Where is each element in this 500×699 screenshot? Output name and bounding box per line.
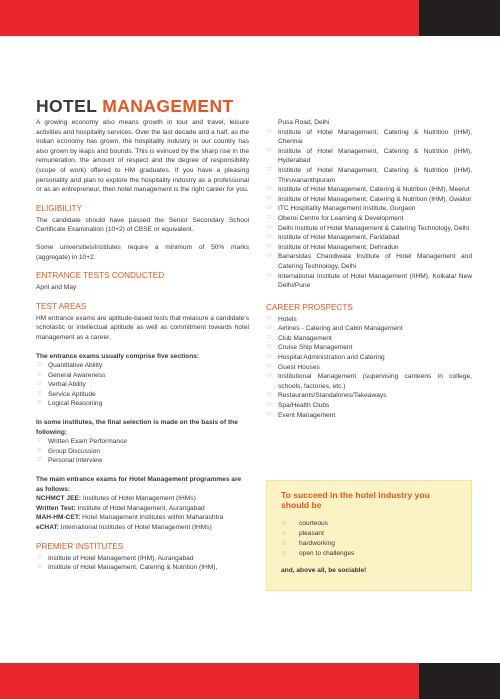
list-item: ☞ Personal Interview [36,456,249,466]
exam-desc: Institutes of Hotel Management (IHMs) [81,495,196,503]
success-list [281,519,457,559]
list-item: ☞ courteous [281,519,457,529]
list-item: ☞ Institute of Hotel Management, Catering & Nutrition (IHM), [36,563,249,573]
exam-line [36,504,249,514]
list-item: ☞ Logical Reasoning [36,399,249,409]
list-item: ☞ Cruise Ship Management [266,343,472,353]
exam-line [36,523,249,533]
exam-line [36,494,249,504]
entrance-text: April and May [36,284,77,292]
exam-name: MAH-HM-CET: [36,514,81,522]
list-item: ☞ Institute of Hotel Management, Catering & Nutrition (IHM), Gwalior [266,195,472,205]
exam-name: NCHMCT JEE: [36,495,82,503]
right-column [266,118,472,420]
title-accent: MANAGEMENT [102,96,234,116]
list-item: ☞ Oberoi Centre for Learning & Development [266,214,472,224]
list-item: ☞ Guest Houses [266,363,472,373]
exam-desc: Hotel Management institutes within Maharashtra [80,514,224,522]
career-heading: CAREER PROSPECTS [266,302,353,312]
final-selection-list [36,437,249,466]
list-item: ☞ Service Aptitude [36,390,249,400]
eligibility-text-1: The candidate should have passed the Senior Secondary School Certificate Examination (10+2) of CBSE or equivalent. [36,216,249,234]
list-item: ☞ Institute of Hotel Management, Catering & Nutrition (IHM), Thiruvananthpuram [266,166,472,185]
list-item: ☞ pleasant [281,529,457,539]
list-item: ☞ Group Discussion [36,447,249,457]
exam-line [36,513,249,523]
list-item: ☞ Institute of Hotel Management (IHM), Aurangabad [36,554,249,564]
list-item: ☞ Hospital Administration and Catering [266,353,472,363]
list-item: ☞ ITC Hospitality Management Institute, Gurgaon [266,204,472,214]
exams-lead: The main entrance exams for Hotel Management programmes are as follows: [36,476,242,493]
sections-lead: The entrance exams usually comprise five sections: [36,352,200,360]
exam-desc: Institute of Hotel Management, Aurangabad [75,504,205,512]
list-item: ☞ Restaurants/Standalones/Takeaways [266,391,472,401]
premier-list-right [266,128,472,291]
top-dark-band [419,0,500,36]
page-title [36,96,234,117]
test-areas-text: HM entrance exams are aptitude-based tests that measure a candidate's scholastic or intellectual aptitude as well as commitment towards hotel management as a career. [36,314,249,341]
list-item: ☞ Banarsidas Chandiwala Institute of Hotel Management and Catering Technology, Delhi [266,252,472,271]
test-areas-heading: TEST AREAS [36,301,87,311]
list-item: ☞ Hotels [266,315,472,325]
list-item: ☞ Club Management [266,334,472,344]
eligibility-heading: ELIGIBILITY [36,203,82,213]
list-item: ☞ hardworking [281,539,457,549]
list-item: ☞ General Awareness [36,371,249,381]
list-item: ☞ Written Exam Performance [36,437,249,447]
eligibility-text-2: Some universities/institutes require a minimum of 50% marks (aggregate) in 10+2. [36,243,249,261]
list-item: ☞ Event Management [266,411,472,421]
intro-paragraph: A growing economy also means growth in tour and travel, leisure activities and hospitality services. Over the last decade and a half, as the Indian economy has grown, the hospitality industry in our country has also grown by leaps and bounds. This is evinced by the sharp rise in the remuneration, the amount of respect and the degree of responsibility (scope of work) offered to HM graduates. If you have a pleasing personality and plan to explore the hospitality industry as a professional or as an entrepreneur, then hotel management is the right career for you. [36,119,249,194]
list-item: ☞ Institute of Hotel Management, Catering & Nutrition (IHM), Chennai [266,128,472,147]
premier-heading: PREMIER INSTITUTES [36,541,124,551]
list-item: ☞ Institute of Hotel Management, Catering & Nutrition (IHM), Hyderabad [266,147,472,166]
premier-list-left [36,554,249,573]
list-item: ☞ Institute of Hotel Management, Faridabad [266,233,472,243]
list-item: ☞ Delhi Institute of Hotel Management & Catering Technology, Delhi [266,224,472,234]
success-box-heading: To succeed in the hotel industry you should be [281,490,430,511]
bottom-dark-band [419,663,500,699]
success-box [266,480,472,591]
list-item: ☞ Spa/Health Clubs [266,401,472,411]
list-item: ☞ Quantitative Ability [36,361,249,371]
exam-desc: International Institutes of Hotel Management (IHMs) [58,524,212,531]
final-selection-lead: In some institutes, the final selection is made on the basis of the following: [36,419,238,436]
list-item: ☞ Institutional Management (supervising canteens in college, schools, factories, etc.) [266,372,472,391]
top-red-band [0,0,419,36]
entrance-heading: ENTRANCE TESTS CONDUCTED [36,271,165,281]
list-item: ☞ Airlines - Catering and Cabin Management [266,324,472,334]
left-column [36,118,249,573]
list-item: ☞ open to challenges [281,549,457,559]
bottom-red-band [0,663,419,699]
exam-name: Written Test: [36,504,76,512]
success-box-footer: and, above all, be sociable! [281,566,367,574]
premier-continuation: Pusa Road, Delhi [278,119,330,126]
list-item: ☞ International Institute of Hotel Management (IIHM), Kolkata/ New Delhi/Pune [266,272,472,291]
list-item: ☞ Verbal Ability [36,380,249,390]
exam-name: eCHAT: [36,524,59,531]
title-main: HOTEL [36,96,103,116]
career-list [266,315,472,421]
list-item: ☞ Institute of Hotel Management, Catering & Nutrition (IHM), Meerut [266,185,472,195]
sections-list [36,361,249,409]
list-item: ☞ Institute of Hotel Management, Dehradun [266,243,472,253]
